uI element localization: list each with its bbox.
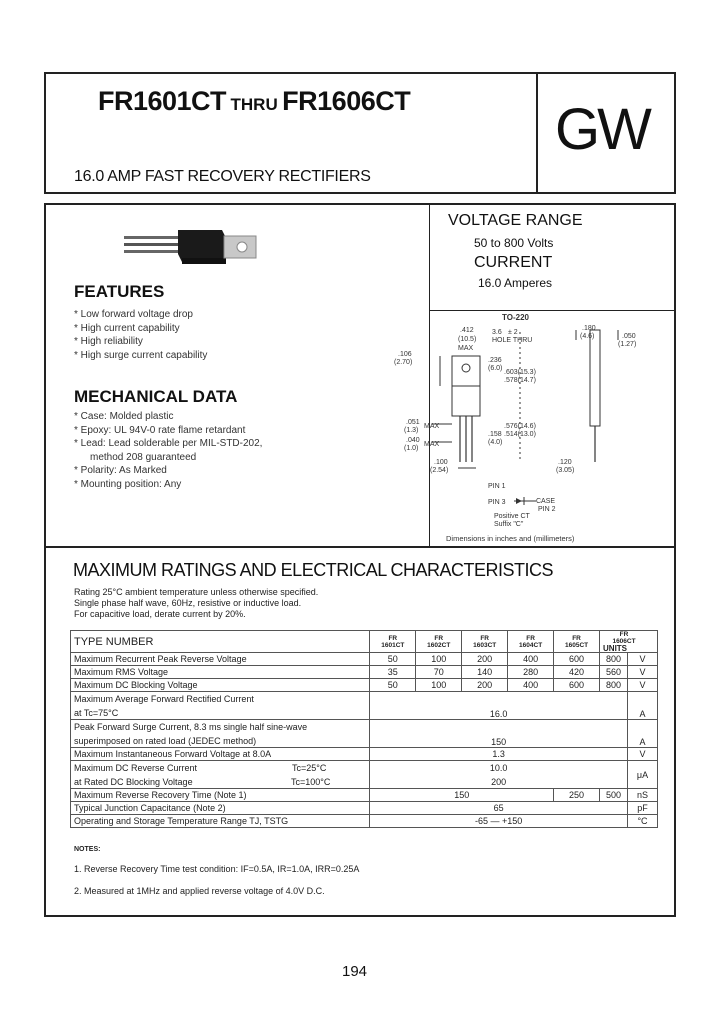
current-value: 16.0 Amperes bbox=[478, 276, 553, 290]
ratings-heading: MAXIMUM RATINGS AND ELECTRICAL CHARACTERISTICS bbox=[73, 560, 554, 580]
dim-label: (1.0) bbox=[404, 445, 419, 452]
pin-label: PIN 3 bbox=[488, 499, 506, 506]
dim-label: .158 bbox=[488, 431, 502, 438]
intro-line: Rating 25°C ambient temperature unless otherwise specified. bbox=[74, 587, 319, 597]
dim-label: .120 bbox=[558, 459, 572, 466]
dim-label: MAX bbox=[424, 423, 440, 430]
pin-label: CASE bbox=[536, 498, 556, 505]
features-heading: FEATURES bbox=[74, 282, 165, 301]
table-row: Typical Junction Capacitance (Note 2) 65 pF bbox=[71, 802, 658, 815]
notes-heading: NOTES: bbox=[74, 846, 101, 853]
dim-label: .040 bbox=[406, 437, 420, 444]
subtitle: 16.0 AMP FAST RECOVERY RECTIFIERS bbox=[74, 168, 371, 185]
package-label: TO-220 bbox=[502, 313, 529, 322]
mechanical-item: * Epoxy: UL 94V-0 rate flame retardant bbox=[74, 424, 246, 436]
title-part-last: FR1606CT bbox=[282, 86, 411, 116]
mechanical-heading: MECHANICAL DATA bbox=[74, 387, 238, 406]
dim-label: .100 bbox=[434, 459, 448, 466]
diagram-caption: Dimensions in inches and (millimeters) bbox=[446, 534, 575, 543]
table-row: Operating and Storage Temperature Range TJ, TSTG -65 — +150 °C bbox=[71, 815, 658, 828]
title-part-first: FR1601CT bbox=[98, 86, 227, 116]
page-title bbox=[98, 86, 410, 117]
note-2: 2. Measured at 1MHz and applied reverse voltage of 4.0V D.C. bbox=[74, 886, 325, 896]
intro-line: Single phase half wave, 60Hz, resistive or inductive load. bbox=[74, 598, 302, 608]
dim-label: (4.0) bbox=[488, 439, 503, 446]
dim-label: (1.3) bbox=[404, 427, 419, 434]
dim-label: (1.27) bbox=[618, 341, 637, 348]
header-part: FR 1603CT bbox=[462, 631, 508, 653]
dim-label: .412 bbox=[460, 327, 474, 334]
header-part: FR 1605CT bbox=[554, 631, 600, 653]
header-part-units: FR 1606CT UNITS bbox=[600, 631, 658, 653]
dim-label: .603(15.3) bbox=[504, 369, 536, 376]
table-row: Peak Forward Surge Current, 8.3 ms single half sine-wave superimposed on rated load (JEDEC method) 150 A bbox=[71, 720, 658, 748]
dim-label: .576(14.6) bbox=[504, 423, 536, 430]
mechanical-item: * Case: Molded plastic bbox=[74, 411, 174, 422]
dim-label: (2.54) bbox=[430, 467, 449, 474]
header-part: FR 1602CT bbox=[416, 631, 462, 653]
dim-label: (10.5) bbox=[458, 336, 477, 343]
header-part: FR 1601CT bbox=[370, 631, 416, 653]
ratings-table bbox=[70, 630, 658, 828]
header-part: FR 1604CT bbox=[508, 631, 554, 653]
feature-item: * High surge current capability bbox=[74, 349, 208, 361]
voltage-range-value: 50 to 800 Volts bbox=[474, 236, 554, 250]
specs-divider bbox=[429, 310, 675, 311]
mechanical-item: * Lead: Lead solderable per MIL-STD-202, bbox=[74, 438, 263, 449]
table-row: Maximum Average Forward Rectified Current at Tc=75°C 16.0 A bbox=[71, 692, 658, 720]
logo: GW bbox=[555, 97, 649, 162]
table-row: Maximum Recurrent Peak Reverse Voltage 50 100 200 400 600 800 V bbox=[71, 653, 658, 666]
pin-label: Positive CT bbox=[494, 513, 530, 520]
dim-label: ± 2 bbox=[508, 329, 518, 336]
ratings-intro bbox=[74, 587, 318, 620]
dim-label: (2.70) bbox=[394, 359, 413, 366]
dim-label: .578(14.7) bbox=[504, 377, 536, 384]
table-row: Maximum RMS Voltage 35 70 140 280 420 560 V bbox=[71, 666, 658, 679]
pin-label: PIN 1 bbox=[488, 483, 506, 490]
mechanical-item: * Mounting position: Any bbox=[74, 478, 182, 490]
mechanical-list bbox=[74, 410, 262, 491]
ratings-divider bbox=[44, 546, 675, 548]
pin-label: Suffix "C" bbox=[494, 521, 524, 528]
intro-line: For capacitive load, derate current by 20%. bbox=[74, 609, 246, 619]
dim-label: (3.05) bbox=[556, 467, 575, 474]
current-label: CURRENT bbox=[474, 254, 553, 271]
title-thru: THRU bbox=[230, 95, 278, 114]
dim-label: .051 bbox=[406, 419, 420, 426]
dim-label: 3.6 bbox=[492, 329, 502, 336]
dim-label: (4.6) bbox=[580, 333, 595, 340]
page-number: 194 bbox=[342, 963, 368, 980]
voltage-range-label: VOLTAGE RANGE bbox=[448, 212, 583, 229]
component-image bbox=[120, 222, 270, 272]
dim-label: .050 bbox=[622, 333, 636, 340]
table-row: Maximum Instantaneous Forward Voltage at 8.0A 1.3 V bbox=[71, 748, 658, 761]
dim-label: MAX bbox=[424, 441, 440, 448]
note-1: 1. Reverse Recovery Time test condition: IF=0.5A, IR=1.0A, IRR=0.25A bbox=[74, 864, 360, 874]
dim-label: MAX bbox=[458, 345, 474, 352]
table-header-row bbox=[71, 631, 658, 653]
dim-label: HOLE THRU bbox=[492, 337, 533, 344]
table-row: Maximum Reverse Recovery Time (Note 1) 150 250 500 nS bbox=[71, 789, 658, 802]
feature-item: * Low forward voltage drop bbox=[74, 309, 193, 320]
package-diagram bbox=[390, 312, 670, 544]
pin-label: PIN 2 bbox=[538, 506, 556, 513]
dim-label: .514(13.0) bbox=[504, 431, 536, 438]
dim-label: .180 bbox=[582, 325, 596, 332]
dim-label: (6.0) bbox=[488, 365, 503, 372]
features-list bbox=[74, 308, 207, 362]
feature-item: * High current capability bbox=[74, 322, 180, 334]
header-type: TYPE NUMBER bbox=[71, 631, 370, 653]
table-row: Maximum DC Blocking Voltage 50 100 200 400 600 800 V bbox=[71, 679, 658, 692]
mechanical-item: method 208 guaranteed bbox=[90, 451, 197, 463]
dim-label: .236 bbox=[488, 357, 502, 364]
mechanical-item: * Polarity: As Marked bbox=[74, 465, 167, 476]
table-row: Maximum DC Reverse Current Tc=25°C at Rated DC Blocking Voltage Tc=100°C 10.0 200 μA bbox=[71, 761, 658, 789]
feature-item: * High reliability bbox=[74, 336, 143, 347]
dim-label: .106 bbox=[398, 351, 412, 358]
